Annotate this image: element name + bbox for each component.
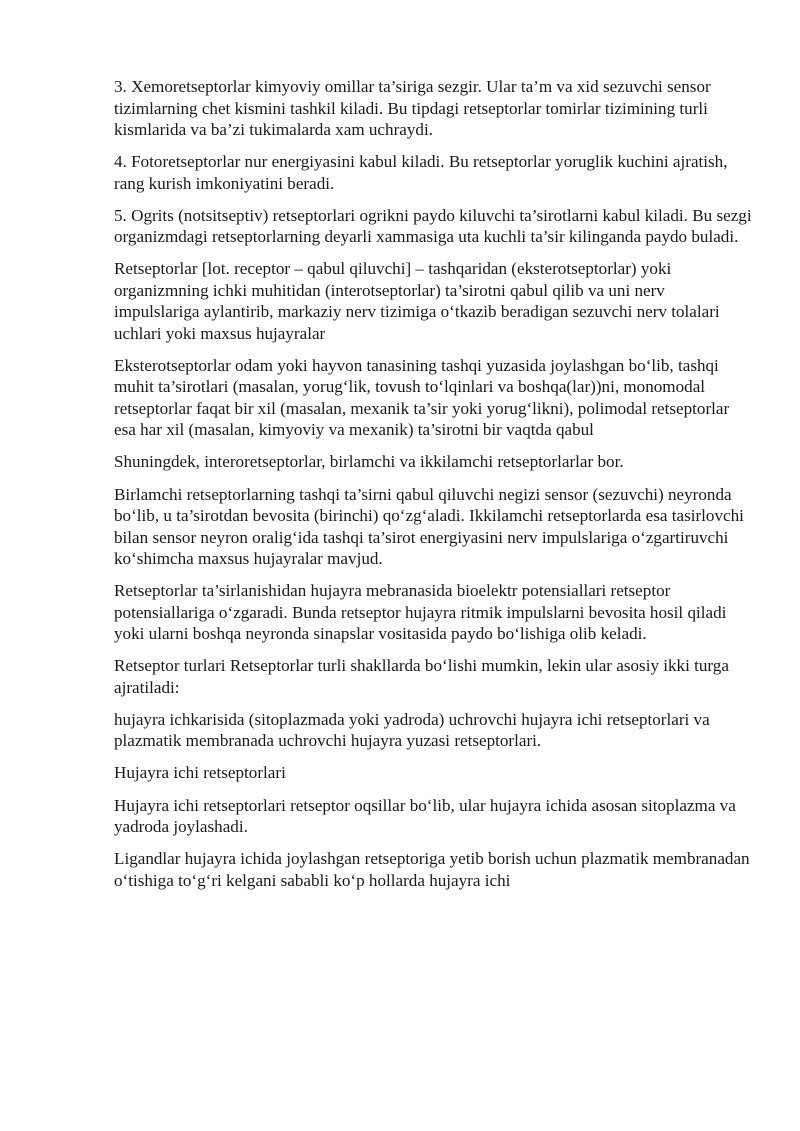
paragraph-receptor-potentials: Retseptorlar ta’sirlanishidan hujayra mebranasida bioelektr potensiallari retseptor potensiallariga o‘zgaradi. Bunda retseptor hujayra ritmik impulslarni bevosita hosil qiladi yoki ularni boshqa neyronda sinapslar vositasida paydo bo‘lishiga olib keladi. [114,581,727,644]
paragraph-exteroceptors: Eksterotseptorlar odam yoki hayvon tanasining tashqi yuzasida joylashgan bo‘lib, tashqi muhit ta’sirotlari (masalan, yorug‘lik, tovush to‘lqinlari va boshqa(lar))ni, monomodal retseptorlar faqat bir xil (masalan, mexanik ta’sir yoki yorug‘likni), polimodal retseptorlar esa har xil (masalan, kimyoviy va mexanik) ta’sirotni bir vaqtda qabul [114,355,730,440]
paragraph-chemoreceptors: 3. Xemoretseptorlar kimyoviy omillar ta’siriga sezgir. Ular ta’m va xid sezuvchi sensor tizimlarning chet kismini tashkil kiladi. Bu tipdagi retseptorlar tomirlar tizimining turli kismlarida va ba’zi tukimalarda xam uchraydi. [114,77,711,139]
section-heading-intracellular: Hujayra ichi retseptorlari [114,763,286,783]
paragraph-intracellular-receptors: Hujayra ichi retseptorlari retseptor oqsillar bo‘lib, ular hujayra ichida asosan sitoplazma va yadroda joylashadi. [114,795,736,837]
paragraph-receptor-types: Retseptor turlari Retseptorlar turli shakllarda bo‘lishi mumkin, lekin ular asosiy ikki turga ajratiladi: [114,656,729,697]
paragraph-receptors-definition: Retseptorlar [lot. receptor – qabul qiluvchi] – tashqaridan (eksterotseptorlar) yoki organizmning ichki muhitidan (interotseptorlar) ta’sirotni qabul qilib va uni nerv impulslariga aylantirib, markaziy nerv tizimiga o‘tkazib beradigan sezuvchi nerv tolalari uchlari yoki maxsus hujayralar [114,259,720,343]
paragraph-primary-secondary: Birlamchi retseptorlarning tashqi ta’sirni qabul qiluvchi negizi sensor (sezuvchi) neyronda bo‘lib, u ta’sirotdan bevosita (birinchi) qo‘zg‘aladi. Ikkilamchi retseptorlarda esa tasirlovchi bilan sensor neyron oralig‘ida tashqi ta’sirot energiyasini nerv impulslariga o‘zgartiruvchi ko‘shimcha maxsus hujayralar mavjud. [114,484,744,569]
paragraph-pain-receptors: 5. Ogrits (notsitseptiv) retseptorlari ogrikni paydo kiluvchi ta’sirotlarni kabul kiladi. Bu sezgi organizmdagi retseptorlarning deyarli xammasiga uta kuchli ta’sir kilinganda paydo buladi. [114,205,752,247]
paragraph-ligands: Ligandlar hujayra ichida joylashgan retseptoriga yetib borish uchun plazmatik membranadan o‘tishiga to‘g‘ri kelgani sababli ko‘p hollarda hujayra ichi [114,849,750,890]
document-body [114,76,754,902]
paragraph-receptor-locations: hujayra ichkarisida (sitoplazmada yoki yadroda) uchrovchi hujayra ichi retseptorlari va plazmatik membranada uchrovchi hujayra yuzasi retseptorlari. [114,709,710,751]
paragraph-photoreceptors: 4. Fotoretseptorlar nur energiyasini kabul kiladi. Bu retseptorlar yoruglik kuchini ajratish, rang kurish imkoniyatini beradi. [114,152,728,193]
paragraph-interoceptors: Shuningdek, interoretseptorlar, birlamchi va ikkilamchi retseptorlarlar bor. [114,452,624,472]
